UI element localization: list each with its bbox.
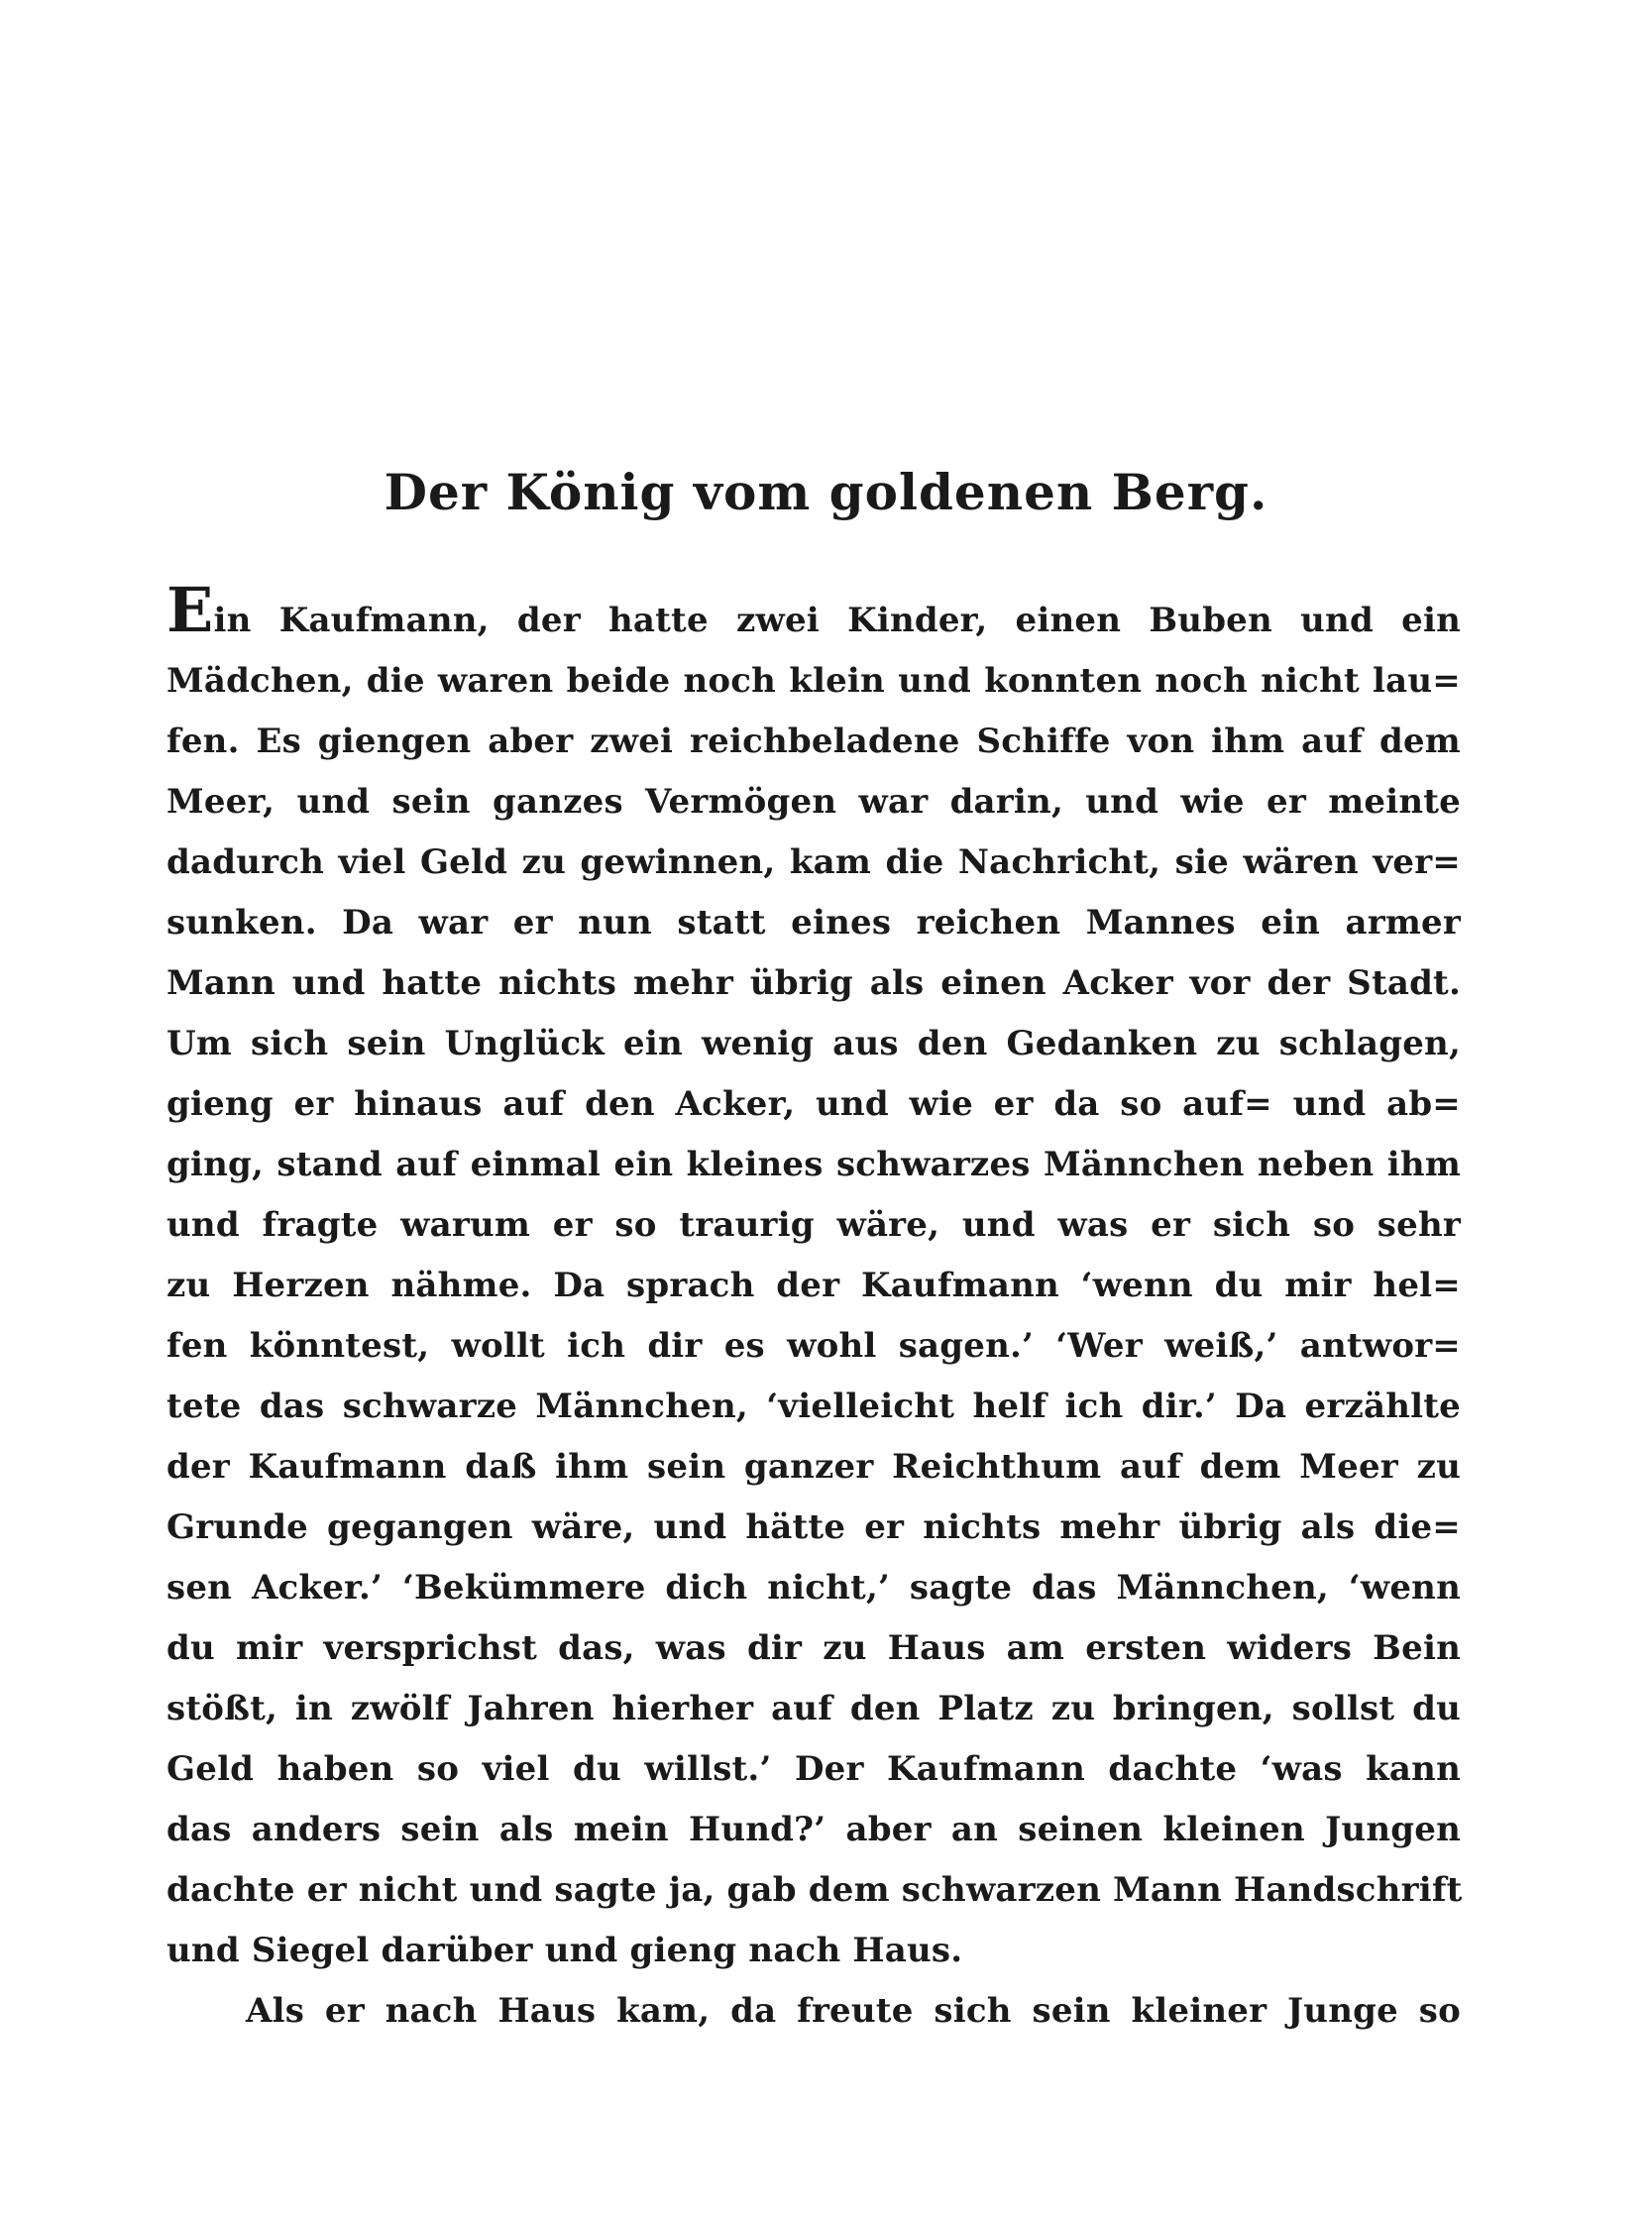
text-line: sen Acker.’ ‘Bekümmere dich nicht,’ sagte das Männchen, ‘wenn [166, 1568, 1461, 1608]
text-line: und fragte warum er so traurig wäre, und was er sich so sehr [166, 1205, 1461, 1245]
text-line: und Siegel darüber und gieng nach Haus. [166, 1931, 963, 1970]
text-line: ging, stand auf einmal ein kleines schwarzes Männchen neben ihm [166, 1145, 1461, 1184]
text-line: fen. Es giengen aber zwei reichbeladene Schiffe von ihm auf dem [166, 722, 1461, 761]
text-line: der Kaufmann daß ihm sein ganzer Reichthum auf dem Meer zu [166, 1447, 1461, 1487]
text-line: Mädchen, die waren beide noch klein und konnten noch nicht lau= [166, 661, 1461, 701]
text-line: Um sich sein Unglück ein wenig aus den Gedanken zu schlagen, [166, 1024, 1461, 1063]
text-line: Grunde gegangen wäre, und hätte er nichts mehr übrig als die= [166, 1507, 1461, 1547]
text-line: sunken. Da war er nun statt eines reichen Mannes ein armer [166, 903, 1461, 943]
text-line: Als er nach Haus kam, da freute sich sein kleiner Junge so [246, 1991, 1461, 2031]
text-line: zu Herzen nähme. Da sprach der Kaufmann ‘wenn du mir hel= [166, 1266, 1461, 1305]
text-line: dachte er nicht und sagte ja, gab dem schwarzen Mann Handschrift [166, 1870, 1463, 1910]
text-line: das anders sein als mein Hund?’ aber an seinen kleinen Jungen [166, 1810, 1461, 1849]
text-line: dadurch viel Geld zu gewinnen, kam die Nachricht, sie wären ver= [166, 842, 1461, 882]
text-line: Geld haben so viel du willst.’ Der Kaufmann dachte ‘was kann [166, 1749, 1461, 1789]
page-title: Der König vom goldenen Berg. [384, 463, 1268, 521]
text-line: stößt, in zwölf Jahren hierher auf den Platz zu bringen, sollst du [166, 1689, 1461, 1728]
text-line: du mir versprichst das, was dir zu Haus am ersten widers Bein [166, 1628, 1461, 1668]
text-line: gieng er hinaus auf den Acker, und wie er da so auf= und ab= [166, 1084, 1461, 1124]
text-line: Meer, und sein ganzes Vermögen war darin, und wie er meinte [166, 782, 1461, 822]
text-line: Mann und hatte nichts mehr übrig als einen Acker vor der Stadt. [166, 963, 1461, 1003]
text-line [166, 574, 1461, 651]
text-line: fen könntest, wollt ich dir es wohl sagen.’ ‘Wer weiß,’ antwor= [166, 1326, 1461, 1366]
text-line: tete das schwarze Männchen, ‘vielleicht helf ich dir.’ Da erzählte [166, 1387, 1461, 1426]
text-line-content: in Kaufmann, der hatte zwei Kinder, einen Buben und ein [213, 601, 1461, 640]
story-text [166, 574, 1463, 2042]
drop-cap: E [166, 574, 214, 646]
